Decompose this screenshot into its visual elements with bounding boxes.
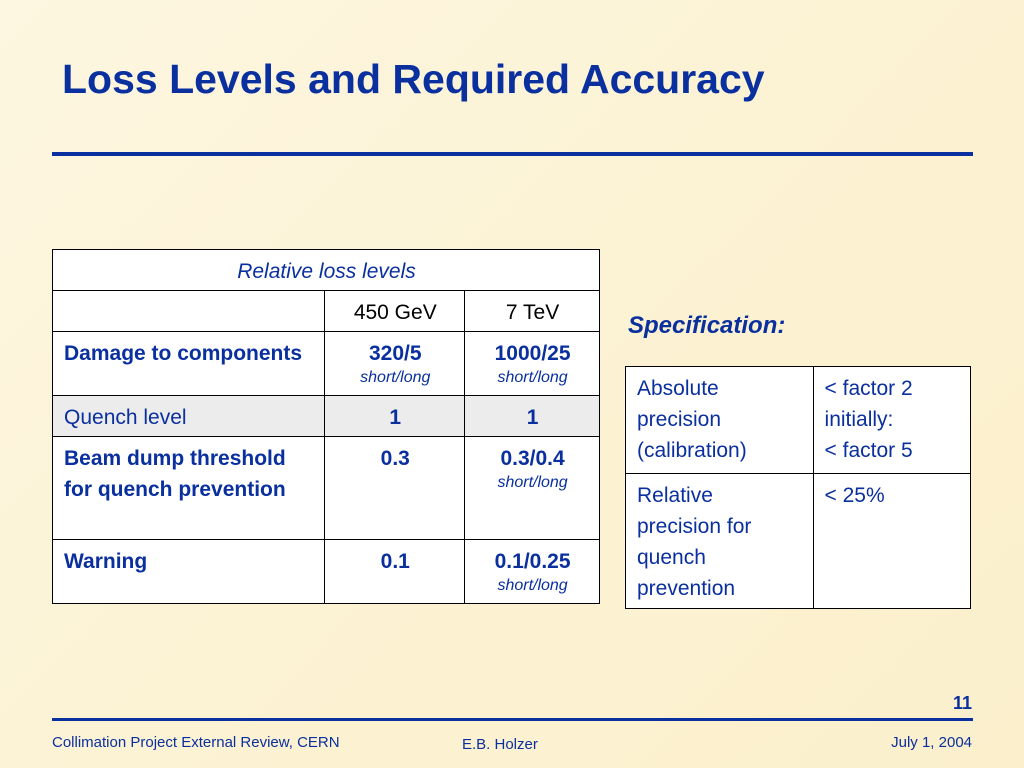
footer-date: July 1, 2004 — [891, 734, 972, 751]
cell-warning-7 — [465, 540, 600, 604]
table-row — [53, 540, 600, 604]
table-row — [53, 437, 600, 540]
table-caption-row — [53, 250, 600, 291]
cell-damage-7 — [465, 332, 600, 396]
specification-heading: Specification: — [628, 312, 786, 339]
value-line: < factor 2 initially: — [824, 377, 913, 431]
row-label-quench: Quench level — [53, 396, 325, 437]
header-empty-cell — [53, 291, 325, 332]
value-note: short/long — [497, 369, 568, 386]
value-line: < 25% — [824, 484, 885, 507]
spec-value-relative — [813, 474, 970, 609]
value-text: 0.1/0.25 — [494, 550, 571, 573]
table-row — [53, 332, 600, 396]
loss-levels-table — [52, 249, 600, 604]
value-note: short/long — [497, 474, 568, 491]
value-text: 0.3 — [380, 447, 410, 470]
footer-divider — [52, 718, 973, 721]
cell-quench-450 — [325, 396, 465, 437]
value-text: 320/5 — [368, 342, 422, 365]
table-header-row — [53, 291, 600, 332]
cell-warning-450 — [325, 540, 465, 604]
value-line: < factor 5 — [824, 439, 913, 462]
value-note: short/long — [360, 369, 431, 386]
table-row — [626, 367, 971, 474]
value-text: 0.3/0.4 — [500, 447, 565, 470]
spec-value-absolute — [813, 367, 970, 474]
value-note: short/long — [497, 577, 568, 594]
header-7tev: 7 TeV — [465, 291, 600, 332]
footer-event: Collimation Project External Review, CERN — [52, 734, 340, 751]
cell-beam-7 — [465, 437, 600, 540]
table-row — [626, 474, 971, 609]
table-caption: Relative loss levels — [53, 250, 600, 291]
specification-table — [625, 366, 971, 609]
slide-title: Loss Levels and Required Accuracy — [62, 56, 765, 102]
value-text: 0.1 — [380, 550, 410, 573]
cell-beam-450 — [325, 437, 465, 540]
value-text: 1 — [389, 406, 402, 429]
row-label-damage: Damage to components — [53, 332, 325, 396]
spec-name-absolute: Absolute precision (calibration) — [626, 367, 814, 474]
row-label-beam-dump: Beam dump threshold for quench prevention — [53, 437, 325, 540]
cell-damage-450 — [325, 332, 465, 396]
title-divider — [52, 152, 973, 156]
value-text: 1 — [526, 406, 539, 429]
value-text: 1000/25 — [494, 342, 571, 365]
spec-name-relative: Relative precision for quench prevention — [626, 474, 814, 609]
footer-author: E.B. Holzer — [462, 736, 538, 753]
header-450gev: 450 GeV — [325, 291, 465, 332]
row-label-warning: Warning — [53, 540, 325, 604]
cell-quench-7 — [465, 396, 600, 437]
page-number: 11 — [952, 693, 972, 713]
table-row — [53, 396, 600, 437]
